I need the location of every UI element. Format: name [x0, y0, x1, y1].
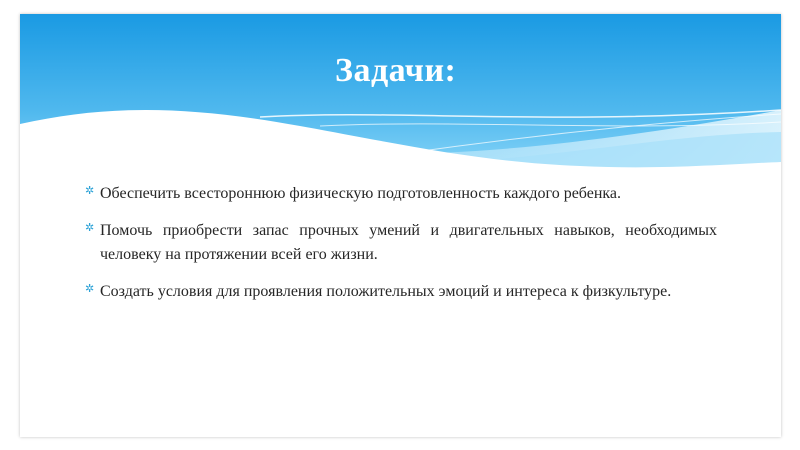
slide-title: Задачи: [335, 52, 457, 89]
asterisk-bullet-icon: ✲ [85, 221, 95, 234]
asterisk-bullet-icon: ✲ [85, 184, 95, 197]
header-wave-background [20, 14, 781, 174]
list-item [85, 280, 717, 304]
slide [20, 14, 781, 437]
asterisk-bullet-icon: ✲ [85, 282, 95, 295]
bullet-text: Обеспечить всестороннюю физическую подготовленность каждого ребенка. [100, 185, 622, 202]
bullet-list [85, 182, 717, 317]
bullet-text: Помочь приобрести запас прочных умений и двигательных навыков, необходимых человеку на протяжении всей его жизни. [100, 222, 717, 263]
bullet-text: Создать условия для проявления положительных эмоций и интереса к физкультуре. [100, 283, 672, 300]
list-item [85, 182, 717, 206]
list-item [85, 219, 717, 267]
